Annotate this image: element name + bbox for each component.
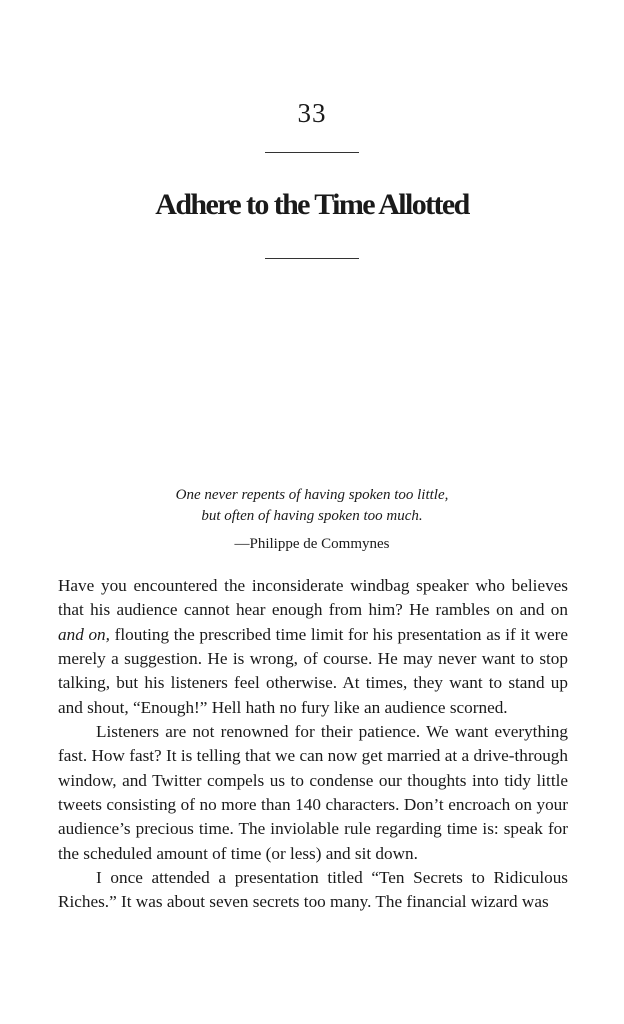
paragraph-2: Listeners are not renowned for their patience. We want everything fast. How fast? It is telling that we can now get married at a drive-through window, and Twitter compels us to condense our thoughts into tidy little tweets consisting of no more than 140 characters. Don’t encroach on your audience’s precious time. The inviolable rule regarding time is: speak for the scheduled amount of time (or less) and sit down. bbox=[58, 722, 568, 863]
paragraph-1-emphasis: and on, bbox=[58, 624, 110, 644]
epigraph bbox=[0, 485, 624, 555]
body-text bbox=[58, 574, 568, 915]
paragraph-1-start: Have you encountered the inconsiderate windbag speaker who believes that his audience cannot hear enough from him? He rambles on and on bbox=[58, 576, 568, 620]
epigraph-attribution: —Philippe de Commynes bbox=[234, 536, 390, 552]
chapter-title: Adhere to the Time Allotted bbox=[155, 188, 469, 221]
paragraph-3: I once attended a presentation titled “Ten Secrets to Ridiculous Riches.” It was about seven secrets too many. The financial wizard was bbox=[58, 868, 568, 912]
bottom-divider bbox=[265, 258, 359, 259]
paragraph-1 bbox=[58, 574, 568, 720]
epigraph-line-1: One never repents of having spoken too little, bbox=[175, 487, 449, 503]
chapter-number: 33 bbox=[297, 98, 327, 128]
epigraph-line-2: but often of having spoken too much. bbox=[201, 508, 423, 524]
paragraph-1-end: flouting the prescribed time limit for his presentation as if it were merely a suggestion. He is wrong, of course. He may never want to stop talking, but his listeners feel otherwise. At times, they want to stand up and shout, “Enough!” Hell hath no fury like an audience scorned. bbox=[58, 624, 568, 717]
top-divider bbox=[265, 152, 359, 153]
